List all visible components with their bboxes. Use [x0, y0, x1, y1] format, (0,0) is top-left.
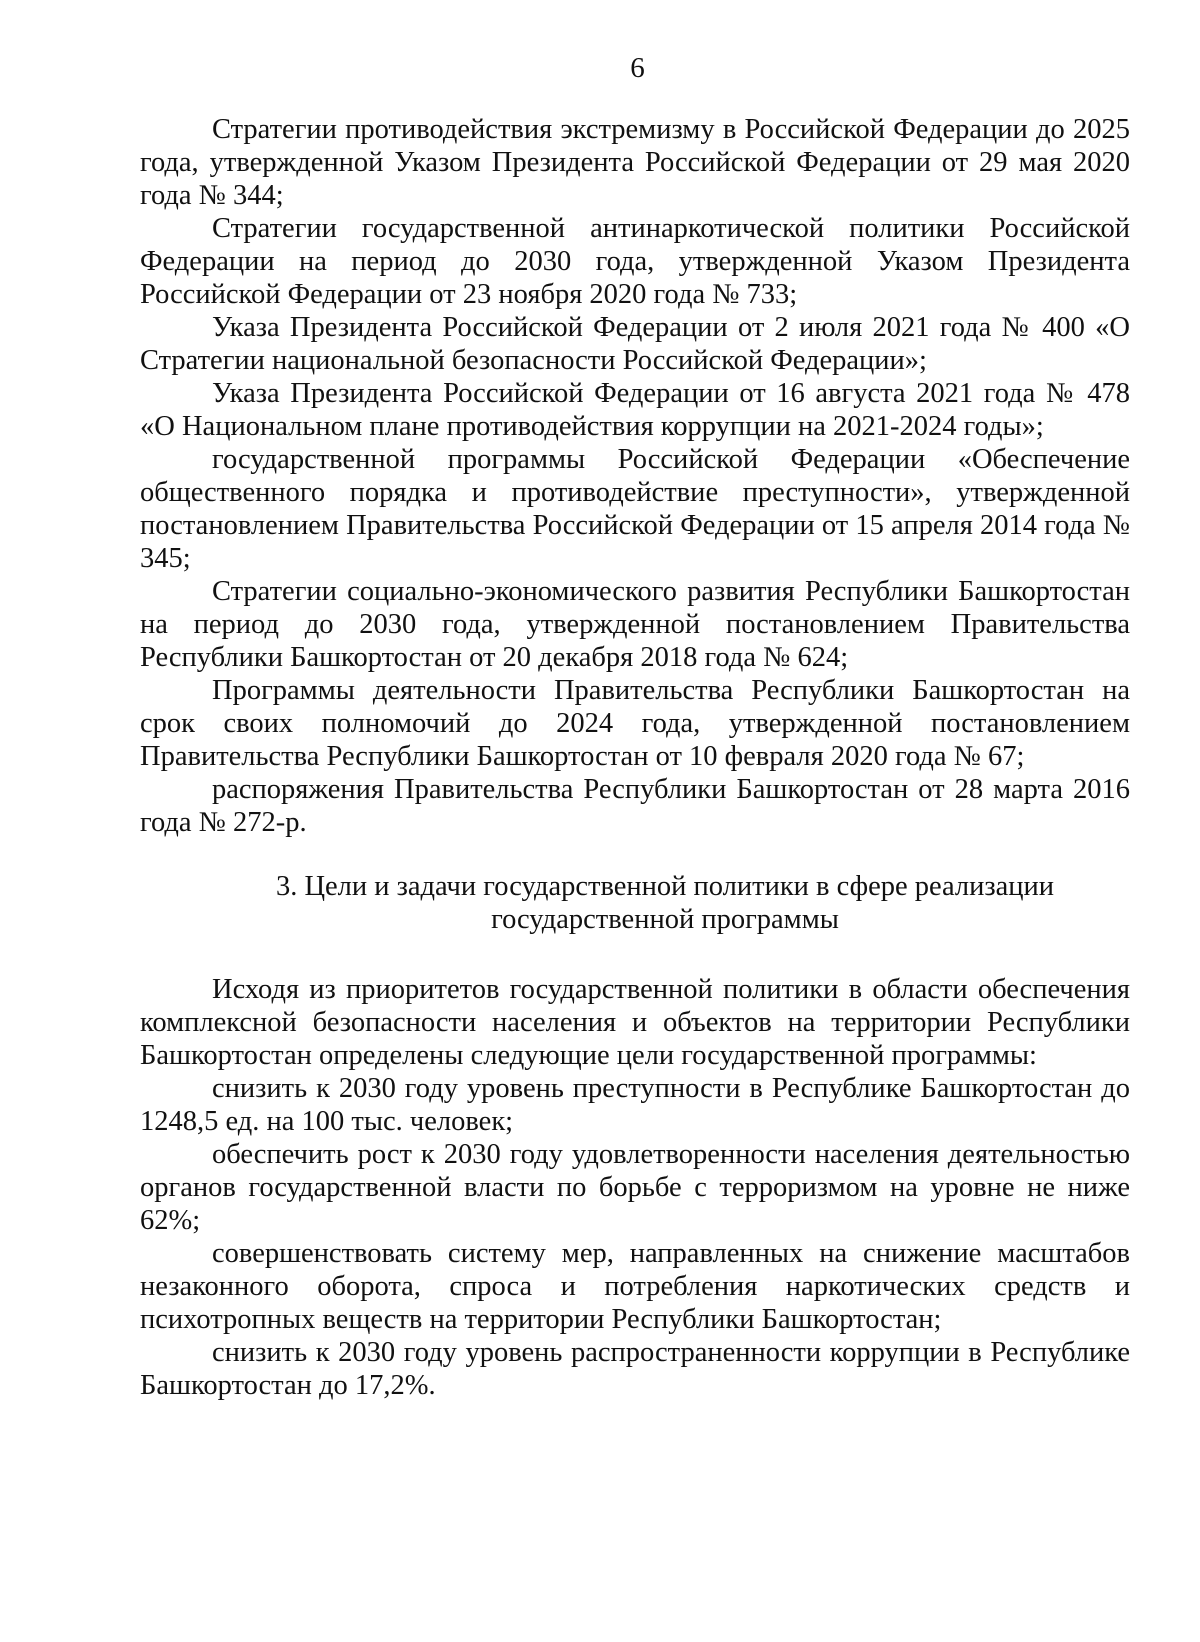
basis-item: Стратегии государственной антинаркотической политики Российской Федерации на период до 2030 года, утвержденной Указом Президента Российской Федерации от 23 ноября 2020 года № 733; — [140, 213, 1130, 310]
section-heading — [140, 870, 1130, 936]
document-body — [140, 113, 1130, 1402]
section-heading-line-1: 3. Цели и задачи государственной политики в сфере реализации — [275, 871, 1055, 902]
goal-item: снизить к 2030 году уровень преступности в Республике Башкортостан до 1248,5 ед. на 100 тыс. человек; — [140, 1073, 1130, 1137]
basis-item: Указа Президента Российской Федерации от 2 июля 2021 года № 400 «О Стратегии национальной безопасности Российской Федерации»; — [140, 312, 1130, 376]
basis-item: Стратегии противодействия экстремизму в Российской Федерации до 2025 года, утвержденной Указом Президента Российской Федерации от 29 мая 2020 года № 344; — [140, 114, 1130, 211]
basis-item: государственной программы Российской Федерации «Обеспечение общественного порядка и противодействие преступности», утвержденной постановлением Правительства Российской Федерации от 15 апреля 2014 года № 345; — [140, 444, 1130, 574]
goal-item: обеспечить рост к 2030 году удовлетворенности населения деятельностью органов государственной власти по борьбе с терроризмом на уровне не ниже 62%; — [140, 1139, 1130, 1236]
goal-item: снизить к 2030 году уровень распространенности коррупции в Республике Башкортостан до 17,2%. — [140, 1337, 1130, 1401]
basis-item: Программы деятельности Правительства Республики Башкортостан на срок своих полномочий до 2024 года, утвержденной постановлением Правительства Республики Башкортостан от 10 февраля 2020 года № 67; — [140, 675, 1130, 772]
page-number: 6 — [630, 52, 645, 84]
basis-item: Стратегии социально-экономического развития Республики Башкортостан на период до 2030 года, утвержденной постановлением Правительства Республики Башкортостан от 20 декабря 2018 года № 624; — [140, 576, 1130, 673]
basis-item: распоряжения Правительства Республики Башкортостан от 28 марта 2016 года № 272-р. — [140, 774, 1130, 838]
goals-intro-paragraph: Исходя из приоритетов государственной политики в области обеспечения комплексной безопасности населения и объектов на территории Республики Башкортостан определены следующие цели государственной программы: — [140, 974, 1130, 1071]
basis-item: Указа Президента Российской Федерации от 16 августа 2021 года № 478 «О Национальном плане противодействия коррупции на 2021-2024 годы»; — [140, 378, 1130, 442]
goal-item: совершенствовать систему мер, направленных на снижение масштабов незаконного оборота, спроса и потребления наркотических средств и психотропных веществ на территории Республики Башкортостан; — [140, 1238, 1130, 1335]
section-heading-line-2: государственной программы — [491, 904, 839, 935]
